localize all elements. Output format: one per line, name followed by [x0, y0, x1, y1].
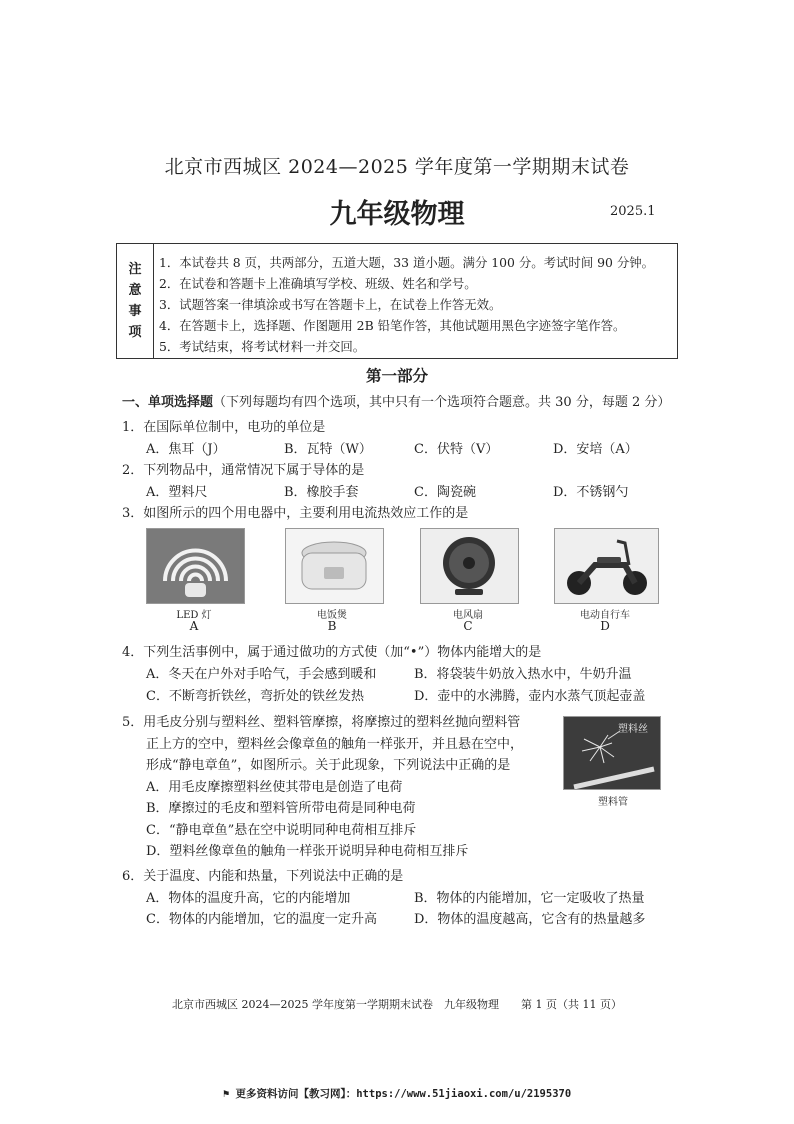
q2-option-c: C．陶瓷碗 [414, 485, 476, 500]
q6-option-b: B．物体的内能增加，它一定吸收了热量 [414, 891, 645, 906]
section-heading [122, 394, 670, 412]
notes-heading-char: 项 [128, 325, 142, 340]
exam-subtitle: 九年级物理 [329, 199, 465, 230]
q3-letter-a: A [189, 619, 199, 633]
q3-letter-c: C [463, 619, 473, 633]
q1-option-b: B．瓦特（W） [284, 442, 372, 457]
section-desc: （下列每题均有四个选项，其中只有一个选项符合题意。共 30 分，每题 2 分） [213, 395, 671, 410]
notes-item: 2．在试卷和答题卡上准确填写学校、班级、姓名和学号。 [159, 276, 477, 291]
q4-option-d: D．壶中的水沸腾，壶内水蒸气顶起壶盖 [414, 689, 646, 704]
q1-stem: 1．在国际单位制中，电功的单位是 [122, 420, 326, 435]
notes-heading-char: 注 [128, 262, 142, 277]
static-octopus-figure [563, 716, 661, 790]
q1-option-d: D．安培（A） [553, 442, 638, 457]
fig-label-plastic-thread: 塑料丝 [618, 724, 648, 735]
q5-stem-line2: 正上方的空中，塑料丝会像章鱼的触角一样张开，并且悬在空中， [146, 737, 524, 752]
flag-icon: ⚑ [222, 1088, 236, 1100]
notes-heading-char: 事 [128, 304, 142, 319]
q2-stem: 2．下列物品中，通常情况下属于导体的是 [122, 463, 365, 478]
resource-banner-text: 更多资料访问【教习网】：https://www.51jiaoxi.com/u/2195370 [235, 1088, 572, 1100]
q2-option-b: B．橡胶手套 [284, 485, 359, 500]
resource-banner[interactable] [0, 1086, 794, 1101]
scooter-icon [555, 529, 658, 603]
notes-item: 1．本试卷共 8 页，共两部分，五道大题，33 道小题。满分 100 分。考试时间 90 分钟。 [159, 255, 655, 270]
q5-option-d: D．塑料丝像章鱼的触角一样张开说明异种电荷相互排斥 [146, 844, 469, 859]
led-lamp-icon [147, 529, 244, 603]
q5-stem-line3: 形成“静电章鱼”，如图所示。关于此现象，下列说法中正确的是 [146, 758, 511, 773]
exam-date: 2025.1 [610, 204, 656, 219]
notes-heading [117, 244, 154, 358]
q3-stem: 3．如图所示的四个用电器中，主要利用电流热效应工作的是 [122, 506, 469, 521]
q5-option-a: A．用毛皮摩擦塑料丝使其带电是创造了电荷 [146, 780, 403, 795]
q4-option-c: C．不断弯折铁丝，弯折处的铁丝发热 [146, 689, 364, 704]
q3-letter-b: B [327, 619, 337, 633]
fan-icon [421, 529, 518, 603]
q6-option-c: C．物体的内能增加，它的温度一定升高 [146, 912, 377, 927]
notes-item: 4．在答题卡上，选择题、作图题用 2B 铅笔作答，其他试题用黑色字迹签字笔作答。 [159, 318, 626, 333]
part-heading: 第一部分 [365, 367, 428, 385]
notes-item: 3．试题答案一律填涂或书写在答题卡上，在试卷上作答无效。 [159, 297, 502, 312]
fig-label-plastic-tube: 塑料管 [598, 797, 628, 808]
q4-stem: 4．下列生活事例中，属于通过做功的方式使（加“•”）物体内能增大的是 [122, 645, 542, 660]
notes-box [116, 243, 678, 359]
q6-stem: 6．关于温度、内能和热量，下列说法中正确的是 [122, 869, 404, 884]
q5-option-b: B．摩擦过的毛皮和塑料管所带电荷是同种电荷 [146, 801, 416, 816]
rice-cooker-icon [286, 529, 383, 603]
section-title: 一、单项选择题 [122, 395, 214, 410]
rice-cooker-photo [285, 528, 384, 604]
electric-bike-photo [554, 528, 659, 604]
page-footer: 北京市西城区 2024—2025 学年度第一学期期末试卷 九年级物理 第 1 页（共 11 页） [172, 998, 622, 1011]
q2-option-d: D．不锈钢勺 [553, 485, 629, 500]
q3-letter-d: D [600, 619, 610, 633]
exam-title: 北京市西城区 2024—2025 学年度第一学期期末试卷 [164, 156, 630, 178]
q3-caption-b: 电饭煲 [317, 610, 347, 621]
electric-fan-photo [420, 528, 519, 604]
q5-option-c: C．“静电章鱼”悬在空中说明同种电荷相互排斥 [146, 823, 417, 838]
notes-heading-char: 意 [128, 283, 142, 298]
q4-option-a: A．冬天在户外对手哈气，手会感到暖和 [146, 667, 377, 682]
q4-option-b: B．将袋装牛奶放入热水中，牛奶升温 [414, 667, 632, 682]
q1-option-a: A．焦耳（J） [146, 442, 226, 457]
q2-option-a: A．塑料尺 [146, 485, 208, 500]
q3-caption-a: LED 灯 [176, 610, 212, 621]
q5-stem-line1: 5．用毛皮分别与塑料丝、塑料管摩擦，将摩擦过的塑料丝抛向塑料管 [122, 715, 521, 730]
q1-option-c: C．伏特（V） [414, 442, 499, 457]
q6-option-a: A．物体的温度升高，它的内能增加 [146, 891, 351, 906]
q6-option-d: D．物体的温度越高，它含有的热量越多 [414, 912, 646, 927]
q3-caption-c: 电风扇 [453, 610, 483, 621]
notes-list [159, 252, 654, 357]
led-lamp-photo [146, 528, 245, 604]
notes-item: 5．考试结束，将考试材料一并交回。 [159, 339, 366, 354]
q3-caption-d: 电动自行车 [580, 610, 630, 621]
